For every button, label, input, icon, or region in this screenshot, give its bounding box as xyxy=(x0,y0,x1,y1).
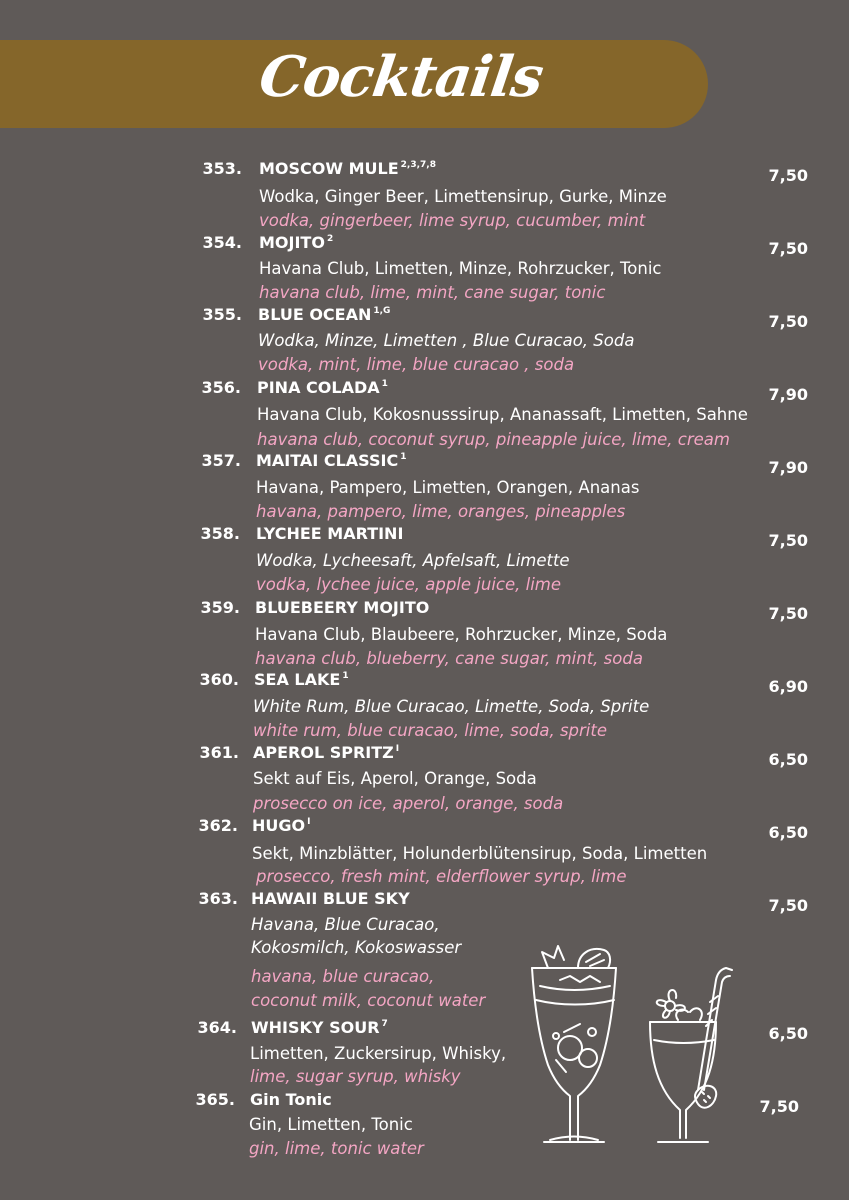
item-description-en: gin, lime, tonic water xyxy=(249,1139,424,1158)
item-description-en: havana, pampero, lime, oranges, pineapples xyxy=(256,502,626,521)
item-description-en: vodka, mint, lime, blue curacao , soda xyxy=(258,355,575,374)
item-description-de: Wodka, Ginger Beer, Limettensirup, Gurke, Minze xyxy=(259,187,667,206)
page-title: Cocktails xyxy=(255,44,547,110)
item-price: 6,50 xyxy=(768,823,808,842)
item-description-en: havana club, lime, mint, cane sugar, tonic xyxy=(259,283,606,302)
item-description-en: white rum, blue curacao, lime, soda, sprite xyxy=(253,721,608,740)
item-description-de-line2: Kokosmilch, Kokoswasser xyxy=(251,938,462,957)
item-name: BLUEBEERY MOJITO xyxy=(255,598,430,617)
item-number: 361. xyxy=(199,743,239,762)
cocktail-glasses-illustration xyxy=(520,940,750,1150)
item-description-de: Havana, Pampero, Limetten, Orangen, Ananas xyxy=(256,478,640,497)
item-number: 365. xyxy=(195,1090,235,1109)
item-description-de: Sekt auf Eis, Aperol, Orange, Soda xyxy=(253,769,537,788)
item-price: 6,50 xyxy=(768,1024,808,1043)
allergen-codes: 7 xyxy=(381,1019,388,1029)
item-description-de: Wodka, Lycheesaft, Apfelsaft, Limette xyxy=(256,551,570,570)
item-price: 7,50 xyxy=(759,1097,799,1116)
allergen-codes: I xyxy=(307,817,311,827)
item-number: 354. xyxy=(202,233,242,252)
item-description-de: Sekt, Minzblätter, Holunderblütensirup, Soda, Limetten xyxy=(252,844,708,863)
item-number: 360. xyxy=(199,670,239,689)
item-description-en: vodka, gingerbeer, lime syrup, cucumber, mint xyxy=(259,211,646,230)
item-price: 6,90 xyxy=(768,677,808,696)
allergen-codes: 2,3,7,8 xyxy=(400,160,436,170)
item-description-en: havana club, blueberry, cane sugar, mint, soda xyxy=(255,649,643,668)
item-description-en: prosecco, fresh mint, elderflower syrup, lime xyxy=(256,867,627,886)
item-number: 355. xyxy=(202,305,242,324)
item-name: MOSCOW MULE $^{2,3,7,8}$ xyxy=(259,159,436,178)
item-name: APEROL SPRITZ $^I$ xyxy=(253,743,400,762)
hurricane-glass-icon xyxy=(532,946,616,1142)
item-description-de: Havana Club, Blaubeere, Rohrzucker, Minze, Soda xyxy=(255,625,668,644)
item-name: WHISKY SOUR $^7$ xyxy=(251,1018,388,1037)
item-number: 358. xyxy=(200,524,240,543)
item-price: 7,50 xyxy=(768,604,808,623)
item-description-de: Havana Club, Limetten, Minze, Rohrzucker, Tonic xyxy=(259,259,662,278)
item-name: PINA COLADA $^1$ xyxy=(257,378,388,397)
item-price: 7,90 xyxy=(768,458,808,477)
item-number: 357. xyxy=(201,451,241,470)
item-number: 353. xyxy=(202,159,242,178)
item-name: SEA LAKE $^1$ xyxy=(254,670,349,689)
item-name: HUGO $^I$ xyxy=(252,816,311,835)
allergen-codes: 1 xyxy=(381,379,388,389)
item-description-de: Wodka, Minze, Limetten , Blue Curacao, Soda xyxy=(258,331,635,350)
item-description-de: Havana Club, Kokosnusssirup, Ananassaft, Limetten, Sahne xyxy=(257,405,748,424)
item-number: 359. xyxy=(200,598,240,617)
item-description-de: Limetten, Zuckersirup, Whisky, xyxy=(250,1044,507,1063)
item-price: 7,50 xyxy=(768,239,808,258)
item-number: 363. xyxy=(198,889,238,908)
item-number: 362. xyxy=(198,816,238,835)
item-price: 6,50 xyxy=(768,750,808,769)
item-name: HAWAII BLUE SKY xyxy=(251,889,410,908)
item-price: 7,50 xyxy=(768,312,808,331)
item-description-en: prosecco on ice, aperol, orange, soda xyxy=(253,794,564,813)
cocktail-glass-icon xyxy=(650,968,732,1142)
item-name: MAITAI CLASSIC $^1$ xyxy=(256,451,407,470)
item-number: 364. xyxy=(197,1018,237,1037)
item-description-de: White Rum, Blue Curacao, Limette, Soda, Sprite xyxy=(253,697,650,716)
item-name: LYCHEE MARTINI xyxy=(256,524,404,543)
allergen-codes: 1 xyxy=(400,452,407,462)
item-price: 7,50 xyxy=(768,896,808,915)
item-price: 7,50 xyxy=(768,531,808,550)
allergen-codes: 1,G xyxy=(373,306,391,316)
allergen-codes: 2 xyxy=(326,234,334,244)
item-number: 356. xyxy=(201,378,241,397)
item-description-en: vodka, lychee juice, apple juice, lime xyxy=(256,575,562,594)
item-description-en: havana, blue curacao, xyxy=(251,967,435,986)
item-description-de: Gin, Limetten, Tonic xyxy=(249,1115,413,1134)
item-name: Gin Tonic xyxy=(250,1090,332,1109)
item-description-de: Havana, Blue Curacao, xyxy=(251,915,440,934)
item-name: MOJITO $^2$ xyxy=(259,233,334,252)
allergen-codes: I xyxy=(395,744,400,754)
item-description-en-line2: coconut milk, coconut water xyxy=(251,991,486,1010)
item-price: 7,90 xyxy=(768,385,808,404)
item-description-en: havana club, coconut syrup, pineapple juice, lime, cream xyxy=(257,430,730,449)
allergen-codes: 1 xyxy=(342,671,349,681)
item-description-en: lime, sugar syrup, whisky xyxy=(250,1067,461,1086)
item-price: 7,50 xyxy=(768,166,808,185)
item-name: BLUE OCEAN $^{1,G}$ xyxy=(258,305,391,324)
